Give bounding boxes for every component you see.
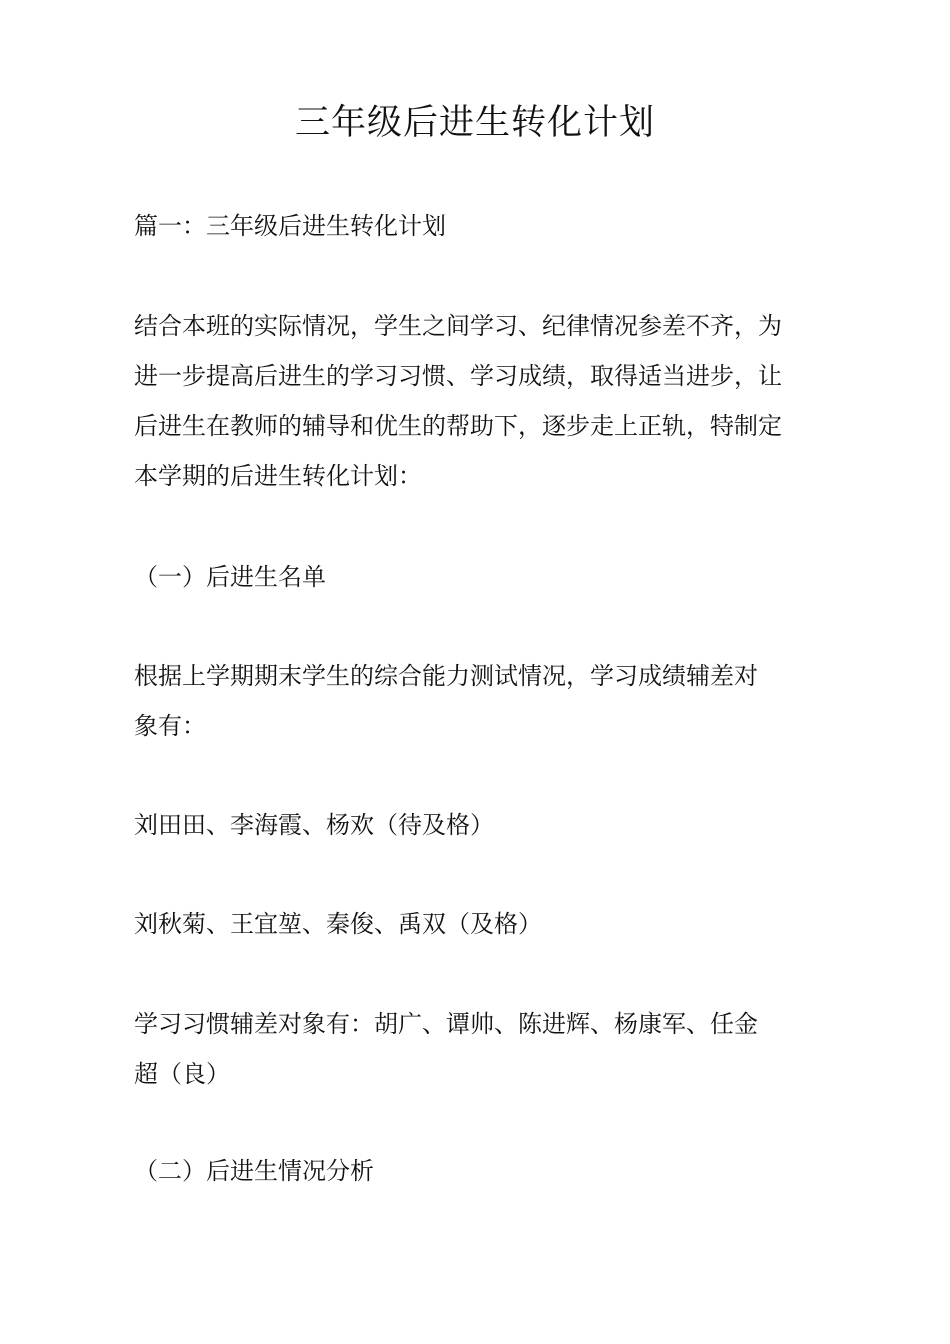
intro-line: 进一步提高后进生的学习习惯、学习成绩，取得适当进步，让 <box>134 362 782 390</box>
section-heading-list: （一）后进生名单 <box>134 563 326 591</box>
habit-line: 超（良） <box>134 1060 230 1088</box>
basis-line: 根据上学期期末学生的综合能力测试情况，学习成绩辅差对 <box>134 662 758 690</box>
intro-line: 后进生在教师的辅导和优生的帮助下，逐步走上正轨，特制定 <box>134 412 782 440</box>
basis-paragraph <box>134 651 834 751</box>
habit-paragraph <box>134 999 834 1099</box>
section-heading-analysis: （二）后进生情况分析 <box>134 1157 374 1185</box>
intro-line: 本学期的后进生转化计划： <box>134 462 422 490</box>
part-heading: 篇一：三年级后进生转化计划 <box>134 212 446 240</box>
document-title: 三年级后进生转化计划 <box>294 103 655 143</box>
basis-line: 象有： <box>134 712 206 740</box>
student-list-pending: 刘田田、李海霞、杨欢（待及格） <box>134 811 494 839</box>
intro-paragraph <box>134 301 834 501</box>
habit-line: 学习习惯辅差对象有：胡广、谭帅、陈进辉、杨康军、任金 <box>134 1010 758 1038</box>
student-list-pass: 刘秋菊、王宜堃、秦俊、禹双（及格） <box>134 910 542 938</box>
intro-line: 结合本班的实际情况，学生之间学习、纪律情况参差不齐，为 <box>134 312 782 340</box>
